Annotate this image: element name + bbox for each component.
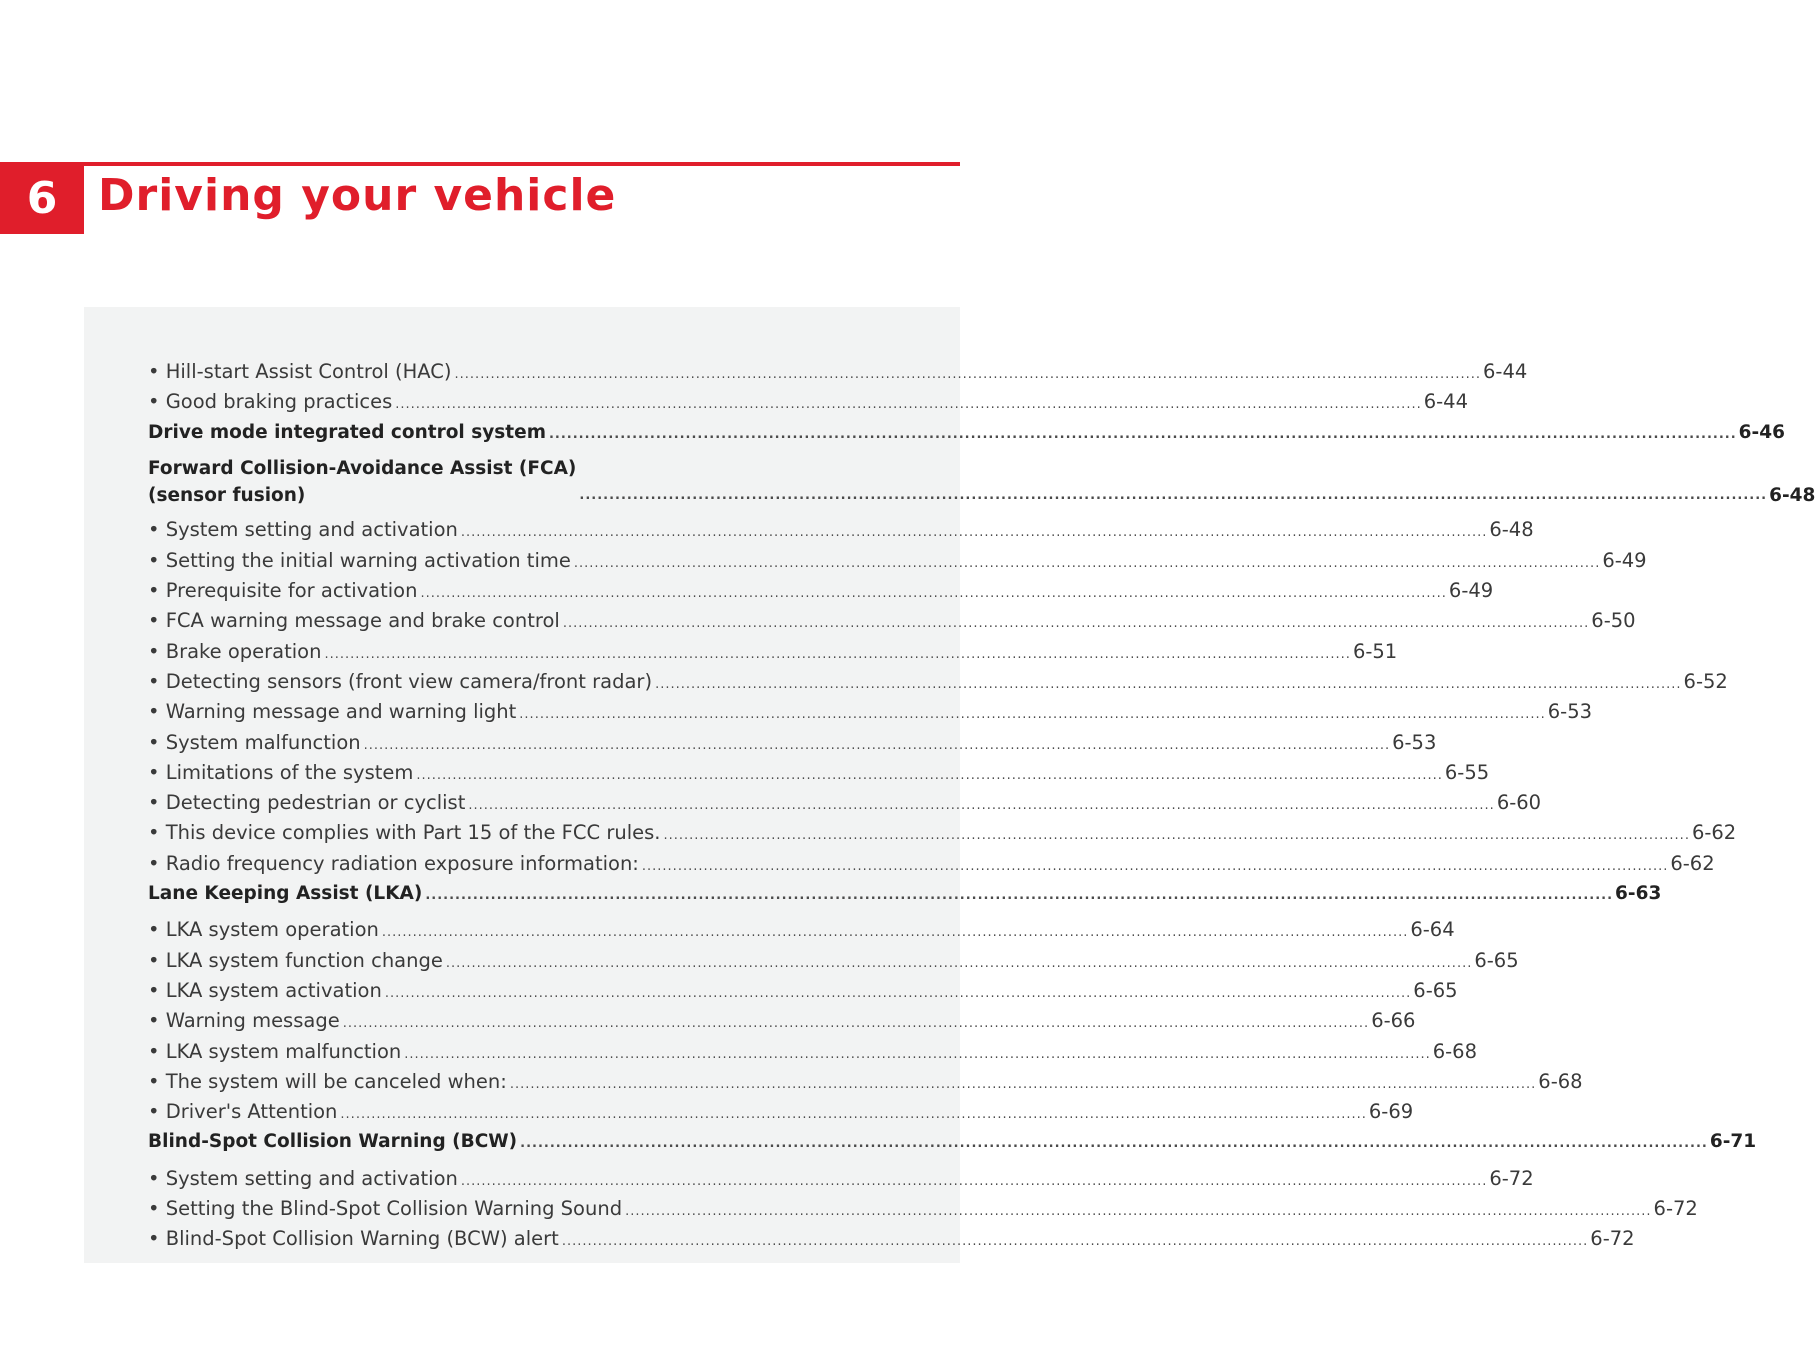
toc-page-number: 6-52 [1683, 669, 1728, 693]
toc-entry-label: • Setting the initial warning activation time [148, 548, 571, 572]
toc-page-number: 6-68 [1538, 1069, 1583, 1093]
toc-page-number: 6-62 [1670, 851, 1715, 875]
toc-page-number: 6-66 [1371, 1009, 1416, 1033]
toc-entry-label: • Brake operation [148, 639, 322, 663]
dot-leader: ........................................................................................................................................................................................................ [468, 798, 1495, 814]
dot-leader: ........................................................................................................................................................................................................ [519, 707, 1546, 723]
table-of-contents [148, 358, 1815, 1256]
dot-leader: ........................................................................................................................................................................................................ [404, 1046, 1431, 1062]
dot-leader: ........................................................................................................................................................................................................ [509, 1076, 1537, 1092]
toc-page-number: 6-72 [1489, 1166, 1534, 1190]
dot-leader: ........................................................................................................................................................................................................ [641, 858, 1669, 874]
toc-page-number: 6-63 [1615, 883, 1662, 905]
toc-entry-label: • LKA system malfunction [148, 1039, 402, 1063]
toc-subentry[interactable] [148, 1225, 1635, 1255]
dot-leader: ........................................................................................................................................................................................................ [324, 646, 1351, 662]
chapter-number: 6 [0, 162, 84, 234]
toc-entry-label: Forward Collision-Avoidance Assist (FCA) (sensor fusion) [148, 457, 577, 507]
dot-leader: ........................................................................................................................................................................................................ [562, 616, 1590, 632]
toc-subentry[interactable] [148, 1195, 1698, 1225]
toc-page-number: 6-69 [1368, 1100, 1414, 1124]
toc-subentry[interactable] [148, 977, 1458, 1007]
toc-subentry[interactable] [148, 1068, 1583, 1098]
chapter-rule [84, 162, 960, 166]
toc-page-number: 6-48 [1769, 485, 1815, 507]
toc-entry-label: • Detecting pedestrian or cyclist [148, 791, 466, 815]
toc-entry-label: • FCA warning message and brake control [148, 609, 560, 633]
toc-entry-label: • Radio frequency radiation exposure information: [148, 851, 639, 875]
dot-leader: ........................................................................................................................................................................................................ [445, 955, 1473, 971]
toc-entry-label: • Limitations of the system [148, 760, 414, 784]
toc-page-number: 6-46 [1738, 421, 1785, 443]
dot-leader: ........................................................................................................................................................................................................ [561, 1234, 1589, 1250]
dot-leader: ........................................................................................................................................................................................................ [663, 828, 1690, 844]
dot-leader: ........................................................................................................................................................................................................ [363, 737, 1391, 753]
toc-entry-label: • LKA system operation [148, 918, 379, 942]
dot-leader: ........................................................................................................................................................................................................ [460, 525, 1488, 541]
toc-page-number: 6-72 [1653, 1197, 1698, 1221]
toc-page-number: 6-50 [1591, 609, 1636, 633]
toc-page-number: 6-68 [1432, 1039, 1477, 1063]
toc-subentry[interactable] [148, 638, 1398, 668]
toc-page-number: 6-64 [1410, 918, 1455, 942]
dot-leader: ........................................................................................................................................................................................................ [340, 1107, 1367, 1123]
toc-subentry[interactable] [148, 1098, 1414, 1128]
toc-entry-label: • Warning message and warning light [148, 700, 517, 724]
toc-page-number: 6-44 [1423, 390, 1468, 414]
toc-entry-label: • Prerequisite for activation [148, 579, 418, 603]
toc-page-number: 6-53 [1392, 730, 1437, 754]
toc-entry-label: • Setting the Blind-Spot Collision Warning Sound [148, 1197, 623, 1221]
dot-leader: ........................................................................................................................................................................................................ [416, 767, 1443, 783]
toc-page-number: 6-49 [1602, 548, 1647, 572]
chapter-title: Driving your vehicle [98, 170, 617, 221]
toc-subentry[interactable] [148, 388, 1468, 418]
toc-entry-label: • This device complies with Part 15 of the FCC rules. [148, 821, 661, 845]
toc-page-number: 6-48 [1489, 518, 1534, 542]
toc-entry-label: • System malfunction [148, 730, 361, 754]
toc-entry-label: • Warning message [148, 1009, 340, 1033]
dot-leader: ........................................................................................................................................................................................................ [381, 925, 1409, 941]
dot-leader: ........................................................................................................................................................................................................ [520, 1136, 1708, 1152]
toc-section-entry[interactable] [148, 880, 1662, 909]
toc-entry-label: • System setting and activation [148, 518, 458, 542]
toc-subentry[interactable] [148, 1038, 1477, 1068]
toc-entry-label: Drive mode integrated control system [148, 421, 546, 443]
toc-page-number: 6-53 [1547, 700, 1593, 724]
toc-page-number: 6-62 [1691, 821, 1737, 845]
toc-page-number: 6-65 [1413, 978, 1458, 1002]
toc-page-number: 6-51 [1352, 639, 1398, 663]
toc-entry-label: Lane Keeping Assist (LKA) [148, 883, 423, 905]
toc-page-number: 6-55 [1444, 760, 1490, 784]
toc-subentry[interactable] [148, 516, 1534, 546]
toc-entry-label: • Good braking practices [148, 390, 393, 414]
toc-subentry[interactable] [148, 729, 1437, 759]
toc-subentry[interactable] [148, 698, 1593, 728]
toc-subentry[interactable] [148, 358, 1528, 388]
toc-page-number: 6-44 [1483, 360, 1528, 383]
chapter-header [0, 162, 960, 234]
dot-leader: ........................................................................................................................................................................................................ [395, 397, 1422, 413]
toc-page-number: 6-65 [1474, 948, 1519, 972]
toc-page-number: 6-71 [1709, 1131, 1757, 1153]
dot-leader: ........................................................................................................................................................................................................ [342, 1016, 1370, 1032]
toc-entry-label: • Detecting sensors (front view camera/front radar) [148, 669, 653, 693]
dot-leader: ........................................................................................................................................................................................................ [655, 676, 1682, 692]
toc-section-entry[interactable] [148, 455, 1815, 510]
toc-subentry[interactable] [148, 916, 1455, 946]
toc-page-number: 6-49 [1448, 579, 1494, 603]
toc-entry-label: • LKA system function change [148, 948, 443, 972]
toc-page-number: 6-60 [1496, 791, 1542, 815]
toc-entry-label: • System setting and activation [148, 1166, 458, 1190]
toc-entry-label: • The system will be canceled when: [148, 1069, 507, 1093]
toc-subentry[interactable] [148, 607, 1636, 637]
toc-subentry[interactable] [148, 577, 1494, 607]
toc-subentry[interactable] [148, 1007, 1416, 1037]
toc-entry-label: • Blind-Spot Collision Warning (BCW) alert [148, 1227, 559, 1251]
toc-subentry[interactable] [148, 1165, 1534, 1195]
dot-leader: ........................................................................................................................................................................................................ [573, 555, 1601, 571]
toc-subentry[interactable] [148, 850, 1715, 880]
dot-leader: ........................................................................................................................................................................................................ [454, 367, 1481, 382]
toc-page-number: 6-72 [1590, 1227, 1635, 1251]
dot-leader: ........................................................................................................................................................................................................ [460, 1173, 1488, 1189]
toc-subentry[interactable] [148, 668, 1728, 698]
toc-subentry[interactable] [148, 759, 1490, 789]
toc-section-entry[interactable] [148, 1128, 1757, 1157]
toc-section-entry[interactable] [148, 419, 1785, 448]
toc-subentry[interactable] [148, 789, 1542, 819]
toc-entry-label: • Driver's Attention [148, 1100, 338, 1124]
toc-entry-label: • Hill-start Assist Control (HAC) [148, 360, 452, 383]
toc-subentry[interactable] [148, 819, 1737, 849]
dot-leader: ........................................................................................................................................................................................................ [420, 586, 1447, 602]
toc-subentry[interactable] [148, 947, 1519, 977]
dot-leader: ........................................................................................................................................................................................................ [384, 985, 1412, 1001]
dot-leader: ........................................................................................................................................................................................................ [548, 426, 1737, 442]
toc-entry-label: Blind-Spot Collision Warning (BCW) [148, 1131, 518, 1153]
dot-leader: ........................................................................................................................................................................................................ [625, 1204, 1652, 1220]
dot-leader: ........................................................................................................................................................................................................ [579, 488, 1768, 504]
dot-leader: ........................................................................................................................................................................................................ [425, 888, 1614, 904]
toc-entry-label: • LKA system activation [148, 978, 382, 1002]
toc-subentry[interactable] [148, 547, 1647, 577]
